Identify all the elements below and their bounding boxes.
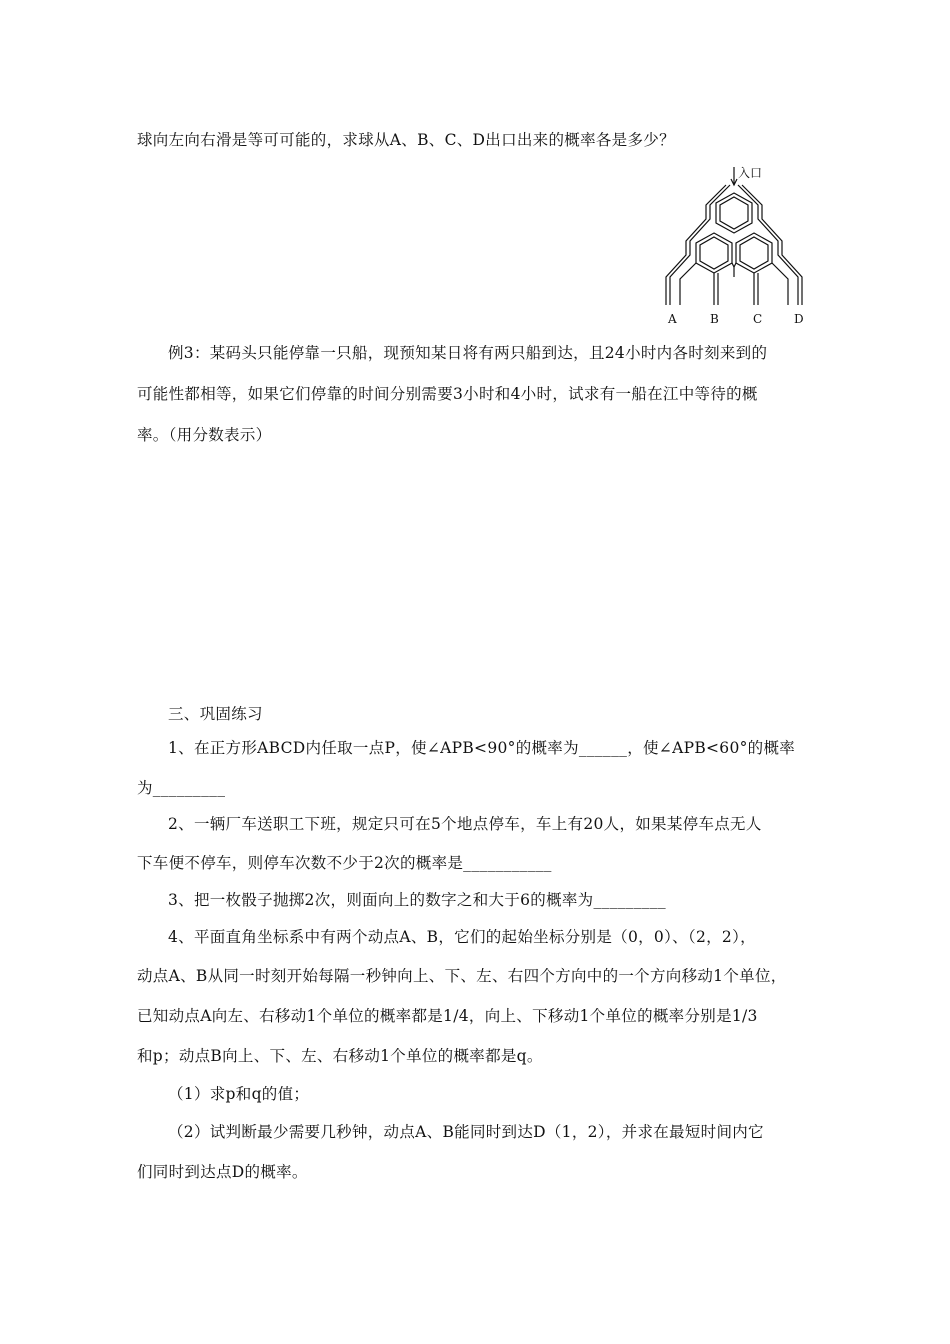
q4-line-3: 已知动点A向左、右移动1个单位的概率都是1/4，向上、下移动1个单位的概率分别是1/3 xyxy=(137,1007,758,1025)
hexagon-middle-right xyxy=(740,237,768,269)
example3-line-3: 率。（用分数表示） xyxy=(137,426,272,444)
hexagon-middle-left xyxy=(700,237,728,269)
q1-line-1: 1、在正方形ABCD内任取一点P，使∠APB<90°的概率为______，使∠APB<60°的概率 xyxy=(168,739,796,757)
q4-line-2: 动点A、B从同一时刻开始每隔一秒钟向上、下、左、右四个方向中的一个方向移动1个单位， xyxy=(137,967,787,985)
q4-part-1: （1）求p和q的值； xyxy=(168,1085,310,1103)
hexagon-maze-diagram xyxy=(660,165,820,330)
hexagon-top xyxy=(720,197,748,229)
q4-line-4: 和p；动点B向上、下、左、右移动1个单位的概率都是q。 xyxy=(137,1047,543,1065)
q2-line-1: 2、一辆厂车送职工下班，规定只可在5个地点停车，车上有20人，如果某停车点无人 xyxy=(168,815,762,833)
example3-line-1: 例3：某码头只能停靠一只船，现预知某日将有两只船到达，且24小时内各时刻来到的 xyxy=(168,344,768,362)
q2-line-2: 下车便不停车，则停车次数不少于2次的概率是___________ xyxy=(137,854,552,872)
section3-heading: 三、巩固练习 xyxy=(168,705,263,723)
q4-part-2-line-1: （2）试判断最少需要几秒钟，动点A、B能同时到达D（1，2），并求在最短时间内它 xyxy=(168,1123,764,1141)
q4-line-1: 4、平面直角坐标系中有两个动点A、B，它们的起始坐标分别是（0，0）、（2，2）， xyxy=(168,928,756,946)
example3-line-2: 可能性都相等，如果它们停靠的时间分别需要3小时和4小时，试求有一船在江中等待的概 xyxy=(137,385,758,403)
exit-label-d: D xyxy=(794,312,804,326)
exit-label-c: C xyxy=(753,312,763,326)
exit-label-b: B xyxy=(710,312,719,326)
q4-part-2-line-2: 们同时到达点D的概率。 xyxy=(137,1163,308,1181)
intro-question-line: 球向左向右滑是等可可能的，求球从A、B、C、D出口出来的概率各是多少？ xyxy=(137,131,675,149)
q3-line-1: 3、把一枚骰子抛掷2次，则面向上的数字之和大于6的概率为_________ xyxy=(168,891,666,909)
q1-line-2: 为_________ xyxy=(137,779,226,797)
exit-label-a: A xyxy=(668,312,677,326)
entry-label: 入口 xyxy=(738,166,763,180)
